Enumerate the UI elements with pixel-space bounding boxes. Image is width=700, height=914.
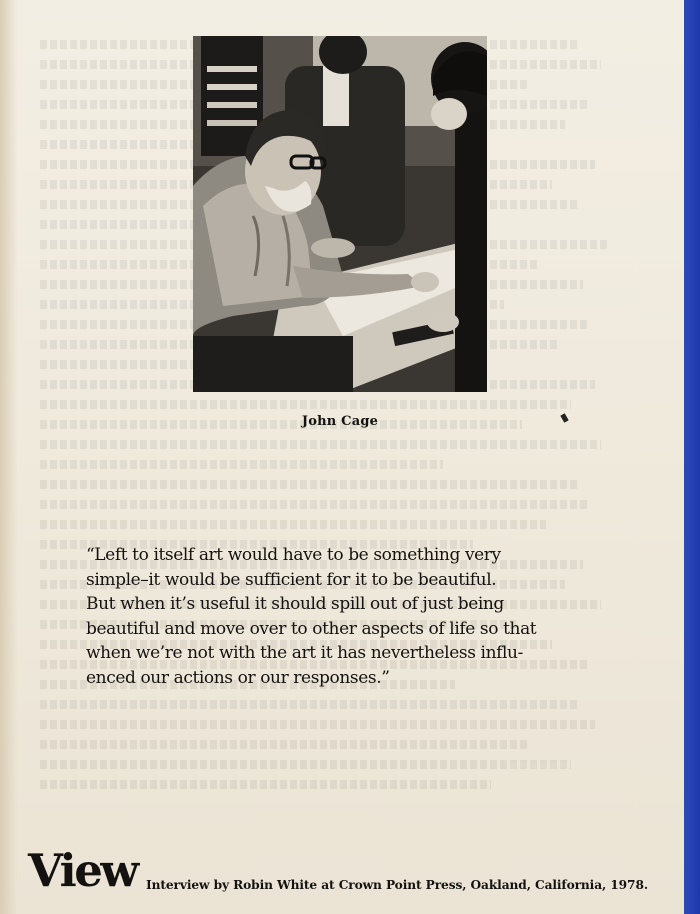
interview-credit: Interview by Robin White at Crown Point Press, Oakland, California, 1978. <box>146 878 648 892</box>
quote-line: “Left to itself art would have to be something very <box>86 545 501 565</box>
blue-page-edge <box>684 0 700 914</box>
photo-caption: John Cage <box>301 414 379 429</box>
pull-quote <box>86 543 606 690</box>
quote-line: beautiful and move over to other aspects of life so that <box>86 618 537 639</box>
quote-line: But when it’s useful it should spill out of just being <box>86 594 504 614</box>
quote-line: enced our actions or our responses.” <box>86 667 390 688</box>
quote-line: when we’re not with the art it has nevertheless influ- <box>86 643 523 663</box>
quote-line: simple–it would be sufficient for it to be beautiful. <box>86 569 497 590</box>
photo-illustration <box>193 36 487 392</box>
portrait-photo <box>193 36 487 392</box>
view-logo: View <box>28 844 137 897</box>
